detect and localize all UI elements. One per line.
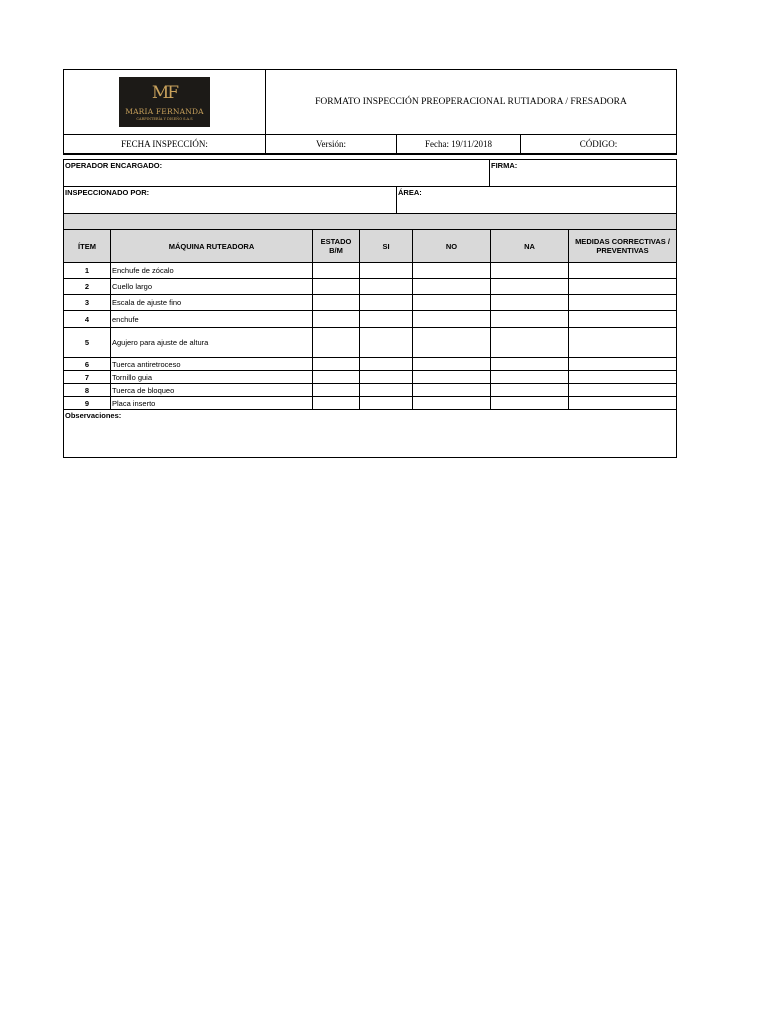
row-item-name: enchufe	[111, 311, 313, 328]
table-row	[64, 279, 677, 295]
fecha-label: Fecha: 19/11/2018	[397, 135, 521, 155]
row-number: 7	[64, 371, 111, 384]
row-item-name: Agujero para ajuste de altura	[111, 328, 313, 358]
medidas-cell[interactable]	[569, 263, 677, 279]
row-number: 2	[64, 279, 111, 295]
na-cell[interactable]	[491, 311, 569, 328]
inspeccionado-field[interactable]: INSPECCIONADO POR:	[64, 187, 397, 214]
table-row	[64, 295, 677, 311]
company-logo	[119, 77, 210, 127]
table-row	[64, 384, 677, 397]
estado-cell[interactable]	[313, 279, 360, 295]
estado-cell[interactable]	[313, 263, 360, 279]
row-item-name: Enchufe de zócalo	[111, 263, 313, 279]
firma-field[interactable]: FIRMA:	[490, 160, 677, 187]
table-row	[64, 358, 677, 371]
si-cell[interactable]	[360, 397, 413, 410]
na-cell[interactable]	[491, 279, 569, 295]
medidas-cell[interactable]	[569, 358, 677, 371]
col-si: SI	[360, 230, 413, 263]
no-cell[interactable]	[413, 328, 491, 358]
col-no: NO	[413, 230, 491, 263]
section-divider	[64, 214, 677, 230]
table-row	[64, 328, 677, 358]
no-cell[interactable]	[413, 384, 491, 397]
si-cell[interactable]	[360, 328, 413, 358]
row-number: 6	[64, 358, 111, 371]
si-cell[interactable]	[360, 311, 413, 328]
estado-cell[interactable]	[313, 397, 360, 410]
observaciones-field[interactable]: Observaciones:	[64, 410, 677, 458]
inspection-form	[63, 69, 676, 458]
estado-cell[interactable]	[313, 371, 360, 384]
row-item-name: Escala de ajuste fino	[111, 295, 313, 311]
estado-cell[interactable]	[313, 311, 360, 328]
row-number: 4	[64, 311, 111, 328]
si-cell[interactable]	[360, 371, 413, 384]
na-cell[interactable]	[491, 371, 569, 384]
estado-cell[interactable]	[313, 358, 360, 371]
row-item-name: Cuello largo	[111, 279, 313, 295]
col-medidas: MEDIDAS CORRECTIVAS / PREVENTIVAS	[569, 230, 677, 263]
no-cell[interactable]	[413, 358, 491, 371]
medidas-cell[interactable]	[569, 328, 677, 358]
no-cell[interactable]	[413, 311, 491, 328]
row-number: 8	[64, 384, 111, 397]
row-number: 1	[64, 263, 111, 279]
no-cell[interactable]	[413, 371, 491, 384]
estado-cell[interactable]	[313, 295, 360, 311]
na-cell[interactable]	[491, 358, 569, 371]
si-cell[interactable]	[360, 263, 413, 279]
version-label: Versión:	[266, 135, 397, 155]
na-cell[interactable]	[491, 384, 569, 397]
row-item-name: Placa inserto	[111, 397, 313, 410]
logo-monogram: MF	[151, 83, 178, 103]
col-item: ÍTEM	[64, 230, 111, 263]
observaciones-row	[64, 410, 677, 458]
no-cell[interactable]	[413, 263, 491, 279]
fecha-inspeccion-label: FECHA INSPECCIÓN:	[64, 135, 266, 155]
row-number: 5	[64, 328, 111, 358]
row-number: 3	[64, 295, 111, 311]
row-item-name: Tornillo guia	[111, 371, 313, 384]
estado-cell[interactable]	[313, 328, 360, 358]
na-cell[interactable]	[491, 263, 569, 279]
medidas-cell[interactable]	[569, 384, 677, 397]
na-cell[interactable]	[491, 397, 569, 410]
table-row	[64, 397, 677, 410]
table-row	[64, 311, 677, 328]
operador-field[interactable]: OPERADOR ENCARGADO:	[64, 160, 490, 187]
form-title: FORMATO INSPECCIÓN PREOPERACIONAL RUTIADORA / FRESADORA	[266, 70, 677, 135]
area-field[interactable]: ÁREA:	[397, 187, 677, 214]
form-header	[63, 69, 677, 155]
si-cell[interactable]	[360, 279, 413, 295]
no-cell[interactable]	[413, 295, 491, 311]
medidas-cell[interactable]	[569, 371, 677, 384]
info-section	[63, 159, 677, 230]
estado-cell[interactable]	[313, 384, 360, 397]
col-maquina: MÁQUINA RUTEADORA	[111, 230, 313, 263]
no-cell[interactable]	[413, 279, 491, 295]
medidas-cell[interactable]	[569, 397, 677, 410]
medidas-cell[interactable]	[569, 295, 677, 311]
col-estado: ESTADO B/M	[313, 230, 360, 263]
table-row	[64, 371, 677, 384]
logo-cell	[64, 70, 266, 135]
codigo-label: CÓDIGO:	[521, 135, 677, 155]
no-cell[interactable]	[413, 397, 491, 410]
row-number: 9	[64, 397, 111, 410]
medidas-cell[interactable]	[569, 279, 677, 295]
logo-tagline: CARPINTERÍA Y DISEÑO S.A.S	[136, 117, 193, 121]
row-item-name: Tuerca antiretroceso	[111, 358, 313, 371]
na-cell[interactable]	[491, 295, 569, 311]
table-row	[64, 263, 677, 279]
col-na: NA	[491, 230, 569, 263]
si-cell[interactable]	[360, 384, 413, 397]
logo-name: MARIA FERNANDA	[125, 107, 204, 116]
si-cell[interactable]	[360, 295, 413, 311]
row-item-name: Tuerca de bloqueo	[111, 384, 313, 397]
checklist-table	[63, 229, 677, 458]
medidas-cell[interactable]	[569, 311, 677, 328]
si-cell[interactable]	[360, 358, 413, 371]
na-cell[interactable]	[491, 328, 569, 358]
checklist-header-row	[64, 230, 677, 263]
